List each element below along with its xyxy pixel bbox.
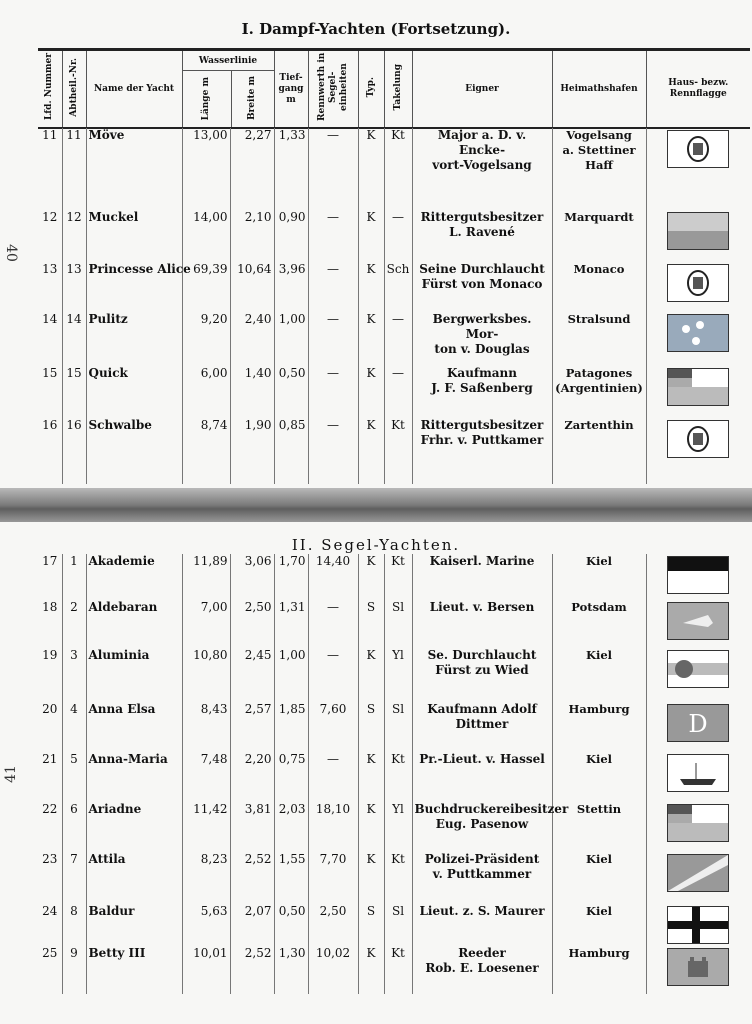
table-row xyxy=(38,752,750,802)
cell-name: Schwalbe xyxy=(86,418,182,484)
book-gutter xyxy=(0,488,752,526)
cell-name: Möve xyxy=(86,128,182,210)
cell-tiefgang: 1,70 xyxy=(274,554,308,600)
cell-tiefgang: 0,50 xyxy=(274,366,308,418)
cell-port xyxy=(552,600,646,648)
letter-d-flag-icon xyxy=(667,704,729,742)
castle-flag-icon xyxy=(667,948,729,986)
cell-port xyxy=(552,852,646,904)
cell-abtheil: 11 xyxy=(62,128,86,210)
owner-line-1: Se. Durchlaucht xyxy=(427,648,537,662)
cell-lfd: 14 xyxy=(42,312,58,326)
owner-line-2: Frhr. v. Puttkamer xyxy=(420,433,544,447)
cell-name: Ariadne xyxy=(86,802,182,852)
cell-takelung: Kt xyxy=(384,946,412,994)
table-row xyxy=(38,366,750,418)
cell-flag xyxy=(646,752,750,802)
header-typ: Typ. xyxy=(358,50,384,129)
table-row xyxy=(38,702,750,752)
cell-tiefgang: 1,00 xyxy=(274,648,308,702)
table-row xyxy=(38,946,750,994)
cell-breite: 2,07 xyxy=(230,904,274,946)
cell-abtheil: 12 xyxy=(62,210,86,262)
owner-line-1: Kaiserl. Marine xyxy=(429,554,535,568)
stars-flag-icon xyxy=(667,314,729,352)
cell-tiefgang: 2,03 xyxy=(274,802,308,852)
cross-flag-icon xyxy=(667,906,729,944)
owner-line-2: ton v. Douglas xyxy=(434,342,530,356)
cell-typ: K xyxy=(358,852,384,904)
port-line: Kiel xyxy=(585,904,613,918)
cell-typ: S xyxy=(358,904,384,946)
cell-name: Anna-Maria xyxy=(86,752,182,802)
cell-tiefgang: 0,90 xyxy=(274,210,308,262)
cell-name: Muckel xyxy=(86,210,182,262)
cell-name: Baldur xyxy=(86,904,182,946)
cell-abtheil: 8 xyxy=(62,904,86,946)
owner-line-2: Rob. E. Loesener xyxy=(425,961,539,975)
cell-name: Pulitz xyxy=(86,312,182,366)
page-bottom xyxy=(0,522,752,1024)
cell-name: Aldebaran xyxy=(86,600,182,648)
cell-flag xyxy=(646,418,750,484)
cell-laenge: 69,39 xyxy=(182,262,230,312)
cell-tiefgang: 1,33 xyxy=(274,128,308,210)
owner-line-1: Bergwerksbes. Mor- xyxy=(432,312,532,341)
owner-line-1: Polizei-Präsident xyxy=(424,852,540,866)
cell-takelung: Kt xyxy=(384,418,412,484)
cell-laenge: 11,89 xyxy=(182,554,230,600)
cell-lfd: 24 xyxy=(42,904,58,918)
cell-port xyxy=(552,904,646,946)
cell-owner xyxy=(412,366,552,418)
cell-breite: 2,52 xyxy=(230,946,274,994)
cell-name: Betty III xyxy=(86,946,182,994)
cell-typ: K xyxy=(358,210,384,262)
table-row xyxy=(38,852,750,904)
cell-name: Aluminia xyxy=(86,648,182,702)
port-line: Vogelsang xyxy=(566,128,632,142)
cell-owner xyxy=(412,600,552,648)
cell-rennwerth: 14,40 xyxy=(308,554,358,600)
port-line: Hamburg xyxy=(568,702,630,716)
cell-laenge: 8,74 xyxy=(182,418,230,484)
cell-breite: 2,45 xyxy=(230,648,274,702)
cell-abtheil: 7 xyxy=(62,852,86,904)
owner-line-1: Kaufmann Adolf xyxy=(427,702,537,716)
cell-takelung: Yl xyxy=(384,648,412,702)
table-row xyxy=(38,554,750,600)
cell-flag xyxy=(646,554,750,600)
cell-flag xyxy=(646,802,750,852)
cell-takelung: — xyxy=(384,366,412,418)
cell-breite: 1,40 xyxy=(230,366,274,418)
cell-tiefgang: 0,85 xyxy=(274,418,308,484)
port-line: Kiel xyxy=(585,752,613,766)
cell-rennwerth: 10,02 xyxy=(308,946,358,994)
cell-owner xyxy=(412,312,552,366)
cell-rennwerth: — xyxy=(308,600,358,648)
port-line: Zartenthin xyxy=(564,418,634,432)
cell-owner xyxy=(412,210,552,262)
cell-owner xyxy=(412,904,552,946)
cell-flag xyxy=(646,366,750,418)
cell-port xyxy=(552,418,646,484)
cell-flag xyxy=(646,210,750,262)
cell-takelung: Kt xyxy=(384,752,412,802)
cell-abtheil: 14 xyxy=(62,312,86,366)
fish-flag-icon xyxy=(667,602,729,640)
cell-abtheil: 1 xyxy=(62,554,86,600)
owner-line-2: v. Puttkammer xyxy=(432,867,532,881)
cell-typ: K xyxy=(358,752,384,802)
table-row xyxy=(38,904,750,946)
crest-stripes-flag-icon xyxy=(667,650,729,688)
cell-owner xyxy=(412,802,569,852)
cell-port xyxy=(552,752,646,802)
cell-abtheil: 5 xyxy=(62,752,86,802)
cell-lfd: 23 xyxy=(42,852,58,866)
cell-lfd: 25 xyxy=(42,946,58,960)
cell-owner xyxy=(412,418,552,484)
section1-title: I. Dampf-Yachten (Fortsetzung). xyxy=(241,20,511,38)
owner-line-2: L. Ravené xyxy=(449,225,515,239)
owner-line-1: Seine Durchlaucht xyxy=(419,262,545,276)
port-line: Stettin xyxy=(576,802,622,816)
cell-lfd: 22 xyxy=(42,802,58,816)
section2-table xyxy=(38,554,750,994)
table-row xyxy=(38,210,750,262)
cell-breite: 2,50 xyxy=(230,600,274,648)
port-line: Hamburg xyxy=(568,946,630,960)
owner-line-2: J. F. Saßenberg xyxy=(431,381,533,395)
header-eigner: Eigner xyxy=(412,50,552,129)
cell-rennwerth: — xyxy=(308,210,358,262)
port-line: Monaco xyxy=(573,262,625,276)
cell-tiefgang: 1,30 xyxy=(274,946,308,994)
section2-title: II. Segel-Yachten. xyxy=(291,536,461,554)
cell-port xyxy=(552,210,646,262)
cell-breite: 2,40 xyxy=(230,312,274,366)
cell-abtheil: 4 xyxy=(62,702,86,752)
cell-laenge: 10,80 xyxy=(182,648,230,702)
cell-port xyxy=(552,648,646,702)
page-number-bottom: 41 xyxy=(2,765,19,783)
cell-tiefgang: 3,96 xyxy=(274,262,308,312)
cell-abtheil: 9 xyxy=(62,946,86,994)
cell-laenge: 13,00 xyxy=(182,128,230,210)
cell-breite: 2,10 xyxy=(230,210,274,262)
owner-line-1: Rittergutsbesitzer xyxy=(420,210,544,224)
cell-takelung: Kt xyxy=(384,852,412,904)
table-row xyxy=(38,600,750,648)
cell-flag xyxy=(646,648,750,702)
cell-lfd: 15 xyxy=(42,366,58,380)
ship-flag-icon xyxy=(667,754,729,792)
cell-owner xyxy=(412,752,552,802)
crest-flag-icon xyxy=(667,264,729,302)
cell-rennwerth: — xyxy=(308,752,358,802)
cell-rennwerth: — xyxy=(308,648,358,702)
cell-tiefgang: 1,55 xyxy=(274,852,308,904)
cell-abtheil: 2 xyxy=(62,600,86,648)
header-rennwerth: Rennwerth in Segel-einheiten xyxy=(308,50,358,129)
cell-owner xyxy=(412,648,552,702)
port-line: a. Stettiner xyxy=(562,143,636,157)
owner-line-2: Fürst von Monaco xyxy=(421,277,543,291)
cell-lfd: 13 xyxy=(42,262,58,276)
cell-typ: K xyxy=(358,128,384,210)
port-line: Haff xyxy=(585,158,613,172)
cell-name: Quick xyxy=(86,366,182,418)
cell-port xyxy=(552,946,646,994)
cell-owner xyxy=(412,702,552,752)
table-row xyxy=(38,128,750,210)
owner-line-2: Eug. Pasenow xyxy=(435,817,529,831)
canton-flag-icon xyxy=(667,368,729,406)
cell-rennwerth: 2,50 xyxy=(308,904,358,946)
cell-name: Anna Elsa xyxy=(86,702,182,752)
cell-laenge: 9,20 xyxy=(182,312,230,366)
cell-takelung: Kt xyxy=(384,128,412,210)
column-header xyxy=(38,48,750,129)
cell-rennwerth: 18,10 xyxy=(308,802,358,852)
cell-breite: 2,27 xyxy=(230,128,274,210)
header-heimathshafen: Heimathshafen xyxy=(552,50,646,129)
header-tiefgang: Tief-gang m xyxy=(274,50,308,129)
cell-tiefgang: 1,00 xyxy=(274,312,308,366)
table-row xyxy=(38,262,750,312)
cell-flag xyxy=(646,904,750,946)
cell-typ: K xyxy=(358,366,384,418)
owner-line-1: Buchdruckereibesitzer xyxy=(414,802,569,816)
header-lfd-nummer: Lfd. Nummer xyxy=(44,53,55,121)
cell-rennwerth: — xyxy=(308,128,358,210)
cell-breite: 1,90 xyxy=(230,418,274,484)
owner-line-2: Fürst zu Wied xyxy=(435,663,529,677)
cell-takelung: Sch xyxy=(384,262,412,312)
owner-line-1: Lieut. v. Bersen xyxy=(429,600,535,614)
port-line: Kiel xyxy=(585,554,613,568)
cell-abtheil: 13 xyxy=(62,262,86,312)
cell-lfd: 11 xyxy=(42,128,58,142)
cell-breite: 2,57 xyxy=(230,702,274,752)
table-row xyxy=(38,418,750,484)
diagonal-flag-icon xyxy=(667,854,729,892)
cell-typ: K xyxy=(358,802,384,852)
cell-owner xyxy=(412,262,552,312)
cell-rennwerth: — xyxy=(308,418,358,484)
port-line: Potsdam xyxy=(571,600,627,614)
cell-flag xyxy=(646,946,750,994)
crest-flag-icon xyxy=(667,130,729,168)
cell-owner xyxy=(412,852,552,904)
cell-flag xyxy=(646,702,750,752)
page-top xyxy=(0,0,752,492)
cell-typ: K xyxy=(358,554,384,600)
cell-tiefgang: 1,31 xyxy=(274,600,308,648)
header-breite: Breite m xyxy=(247,76,257,121)
owner-line-1: Lieut. z. S. Maurer xyxy=(419,904,545,918)
header-flagge: Haus- bezw. Rennflagge xyxy=(646,50,750,129)
section1-table xyxy=(38,128,750,484)
owner-line-1: Major a. D. v. Encke- xyxy=(437,128,527,157)
cell-tiefgang: 1,85 xyxy=(274,702,308,752)
cell-laenge: 7,00 xyxy=(182,600,230,648)
owner-line-1: Pr.-Lieut. v. Hassel xyxy=(419,752,545,766)
cell-owner xyxy=(412,946,552,994)
cell-tiefgang: 0,50 xyxy=(274,904,308,946)
cell-laenge: 11,42 xyxy=(182,802,230,852)
cell-laenge: 5,63 xyxy=(182,904,230,946)
cell-typ: S xyxy=(358,600,384,648)
header-laenge: Länge m xyxy=(201,76,211,121)
port-line: Stralsund xyxy=(567,312,631,326)
cell-port xyxy=(552,366,646,418)
crest-flag-icon xyxy=(667,420,729,458)
cell-port xyxy=(552,262,646,312)
cell-name: Princesse Alice xyxy=(86,262,182,312)
owner-line-1: Reeder xyxy=(458,946,506,960)
cell-takelung: Yl xyxy=(384,802,412,852)
cell-takelung: Sl xyxy=(384,702,412,752)
cell-laenge: 7,48 xyxy=(182,752,230,802)
owner-line-2: vort-Vogelsang xyxy=(432,158,532,172)
page-number-top: 40 xyxy=(2,244,19,262)
cell-rennwerth: 7,70 xyxy=(308,852,358,904)
cell-flag xyxy=(646,600,750,648)
cell-flag xyxy=(646,128,750,210)
cell-port xyxy=(552,702,646,752)
plain-stripe-flag-icon xyxy=(667,212,729,250)
cell-port xyxy=(552,128,646,210)
cell-laenge: 10,01 xyxy=(182,946,230,994)
cell-breite: 2,20 xyxy=(230,752,274,802)
cell-takelung: Kt xyxy=(384,554,412,600)
owner-line-1: Rittergutsbesitzer xyxy=(420,418,544,432)
cell-lfd: 16 xyxy=(42,418,58,432)
cell-flag xyxy=(646,262,750,312)
cell-rennwerth: 7,60 xyxy=(308,702,358,752)
table-row xyxy=(38,648,750,702)
owner-line-2: Dittmer xyxy=(455,717,509,731)
cell-rennwerth: — xyxy=(308,312,358,366)
cell-abtheil: 16 xyxy=(62,418,86,484)
cell-flag xyxy=(646,852,750,904)
port-line: (Argentinien) xyxy=(555,381,643,395)
header-name: Name der Yacht xyxy=(86,50,182,129)
cell-rennwerth: — xyxy=(308,262,358,312)
port-line: Kiel xyxy=(585,852,613,866)
canton-flag-icon xyxy=(667,804,729,842)
cell-breite: 2,52 xyxy=(230,852,274,904)
cell-laenge: 6,00 xyxy=(182,366,230,418)
cell-owner xyxy=(412,554,552,600)
port-line: Marquardt xyxy=(564,210,634,224)
port-line: Patagones xyxy=(565,366,633,380)
cell-abtheil: 3 xyxy=(62,648,86,702)
cell-laenge: 14,00 xyxy=(182,210,230,262)
port-line: Kiel xyxy=(585,648,613,662)
cell-takelung: — xyxy=(384,210,412,262)
cell-typ: K xyxy=(358,946,384,994)
cell-typ: K xyxy=(358,648,384,702)
black-white-flag-icon xyxy=(667,556,729,594)
header-takelung: Takelung xyxy=(384,50,412,129)
svg-text:D: D xyxy=(688,710,708,738)
header-wasserlinie: Wasserlinie Länge m Breite m xyxy=(182,50,274,129)
cell-lfd: 12 xyxy=(42,210,58,224)
cell-port xyxy=(552,312,646,366)
cell-laenge: 8,43 xyxy=(182,702,230,752)
cell-port xyxy=(552,554,646,600)
table-row xyxy=(38,802,750,852)
table-row xyxy=(38,312,750,366)
cell-owner xyxy=(412,128,552,210)
cell-laenge: 8,23 xyxy=(182,852,230,904)
cell-takelung: Sl xyxy=(384,904,412,946)
cell-typ: S xyxy=(358,702,384,752)
owner-line-1: Kaufmann xyxy=(446,366,517,380)
cell-tiefgang: 0,75 xyxy=(274,752,308,802)
cell-typ: K xyxy=(358,418,384,484)
cell-lfd: 20 xyxy=(42,702,58,716)
cell-breite: 3,06 xyxy=(230,554,274,600)
cell-breite: 3,81 xyxy=(230,802,274,852)
cell-abtheil: 15 xyxy=(62,366,86,418)
cell-name: Attila xyxy=(86,852,182,904)
cell-flag xyxy=(646,312,750,366)
cell-lfd: 19 xyxy=(42,648,58,662)
cell-rennwerth: — xyxy=(308,366,358,418)
cell-typ: K xyxy=(358,312,384,366)
header-abtheil-nr: Abtheil.-Nr. xyxy=(62,50,86,129)
cell-breite: 10,64 xyxy=(230,262,274,312)
cell-takelung: Sl xyxy=(384,600,412,648)
cell-typ: K xyxy=(358,262,384,312)
cell-takelung: — xyxy=(384,312,412,366)
cell-name: Akademie xyxy=(86,554,182,600)
cell-lfd: 18 xyxy=(42,600,58,614)
cell-abtheil: 6 xyxy=(62,802,86,852)
cell-lfd: 21 xyxy=(42,752,58,766)
cell-lfd: 17 xyxy=(42,554,58,568)
